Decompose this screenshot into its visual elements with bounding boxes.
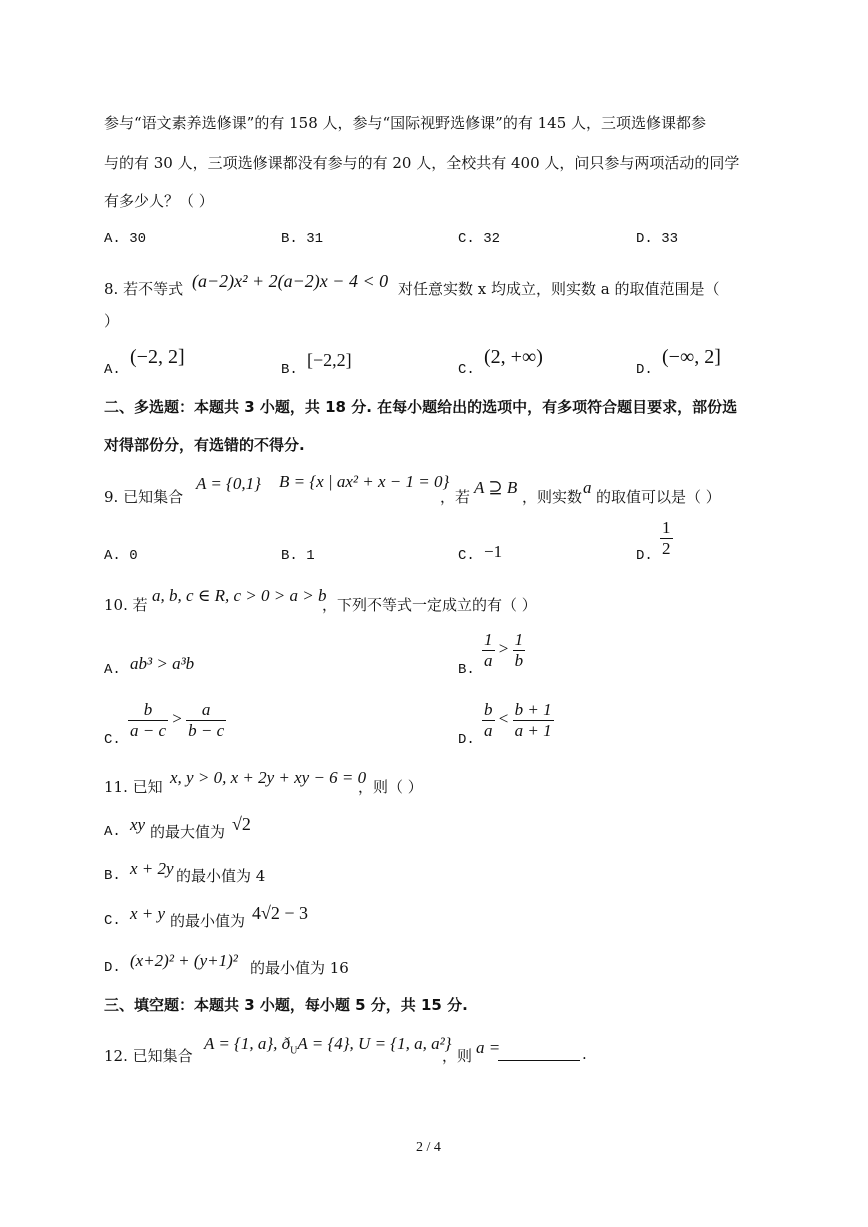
q12-formula [204,1034,452,1057]
q9-label-c: C. [458,548,475,564]
section3-heading: 三、填空题：本题共 3 小题，每小题 5 分，共 15 分. [104,996,468,1014]
q9-option-d-denominator: 2 [662,538,671,558]
q10-b-op: > [498,638,509,658]
q12-end: . [582,1045,587,1063]
q11-text: ，则（ ） [358,778,423,796]
page-number: 2 / 4 [416,1140,441,1155]
q11-label-a: A. [104,824,121,840]
section2-heading-line2: 对得部份分，有选错的不得分. [104,436,305,454]
q10-c-den2: b − c [188,720,225,740]
q11-text-a: 的最大值为 [150,823,226,841]
q10-c-num1: b [128,700,168,721]
q7-option-d: D. 33 [636,231,679,247]
q10-text: ，下列不等式一定成立的有（ ） [322,596,537,614]
q11-expr-a: xy [130,815,146,834]
q10-d-den2: a + 1 [514,720,552,740]
q7-line3: 有多少人？（ ） [104,192,214,210]
q10-condition: a, b, c ∈ R, c > 0 > a > b [152,586,327,605]
q9-option-d [660,518,673,558]
q8-option-c: (2, +∞) [484,346,543,368]
q10-option-a: ab³ > a³b [130,654,195,673]
q11-val-c: 4√2 − 3 [252,903,309,923]
q12-var: a = [476,1038,501,1057]
q9-option-d-numerator: 1 [662,518,671,537]
q11-text-c: 的最小值为 [170,912,246,930]
q7-option-b: B. 31 [281,231,324,247]
q11-label-d: D. [104,960,121,976]
q8-label-c: C. [458,362,475,378]
q10-label-d: D. [458,732,475,748]
q8-option-b: [−2,2] [307,350,352,370]
q11-val-a: √2 [232,814,251,834]
q7-line1: 参与“语文素养选修课”的有 158 人，参与“国际视野选修课”的有 145 人，三项选修课都参 [104,114,707,132]
q10-label-b: B. [458,662,475,678]
q7-option-c: C. 32 [458,231,501,247]
q7-option-a: A. 30 [104,231,147,247]
q11-expr-d: (x+2)² + (y+1)² [130,951,238,970]
q10-c-op: > [172,708,182,728]
q12-formula-part2: A = {4}, U = {1, a, a²} [297,1034,452,1053]
q9-number: 9. 已知集合 [104,488,184,506]
q10-b-num2: 1 [514,630,524,649]
q8-label-d: D. [636,362,653,378]
q10-label-c: C. [104,732,121,748]
q9-set-a: A = {0,1} [196,474,261,493]
q11-label-c: C. [104,913,121,929]
q11-number: 11. 已知 [104,778,163,796]
q10-number: 10. 若 [104,596,148,614]
q11-condition: x, y > 0, x + 2y + xy − 6 = 0 [170,768,367,787]
q9-text1: ，若 [440,488,471,506]
q9-label-d: D. [636,548,653,564]
q8-option-d: (−∞, 2] [662,346,721,368]
q10-d-num2: b + 1 [514,700,552,719]
q10-b-den1: a [484,650,493,670]
q8-label-b: B. [281,362,298,378]
q10-label-a: A. [104,662,121,678]
q11-label-b: B. [104,868,121,884]
q12-formula-part1: A = {1, a}, ð [204,1034,291,1053]
q10-option-c [128,700,226,740]
q7-line2: 与的有 30 人，三项选修课都没有参与的有 20 人，全校共有 400 人，问只参与两项活动的同学 [104,154,740,172]
q12-answer-blank[interactable] [498,1046,580,1061]
q10-d-den1: a [484,720,493,740]
q9-option-b: B. 1 [281,548,315,564]
q11-expr-b: x + 2y [130,859,174,878]
q10-c-den1: a − c [130,720,167,740]
section2-heading-line1: 二、多选题：本题共 3 小题，共 18 分. 在每小题给出的选项中，有多项符合题目要求，部份选 [104,398,738,416]
q9-set-b: B = {x | ax² + x − 1 = 0} [279,472,450,491]
q11-text-d: 的最小值为 16 [250,959,349,977]
q12-text: ，则 [442,1047,473,1065]
q10-d-num1: b [484,700,493,719]
q10-c-num2: a [186,700,226,721]
q9-option-c: −1 [484,542,503,561]
q8-close: ） [104,312,120,330]
q9-var: a [583,478,592,497]
q12-number: 12. 已知集合 [104,1047,193,1065]
q11-text-b: 的最小值为 4 [176,867,266,885]
q11-expr-c: x + y [130,904,166,923]
q8-number: 8. 若不等式 [104,280,184,298]
q10-d-op: < [498,708,509,728]
q12-formula-sub: U [290,1045,298,1057]
q10-option-d [482,700,554,740]
q10-b-num1: 1 [484,630,493,649]
q10-option-b [482,630,525,670]
q8-formula: (a−2)x² + 2(a−2)x − 4 < 0 [192,271,389,291]
q8-text: 对任意实数 x 均成立，则实数 a 的取值范围是（ [398,280,720,298]
q8-option-a: (−2, 2] [130,346,185,368]
q9-condition: A ⊇ B [474,478,518,497]
q9-option-a: A. 0 [104,548,138,564]
q8-label-a: A. [104,362,121,378]
q9-text3: 的取值可以是（ ） [596,488,721,506]
q9-text2: ，则实数 [522,488,583,506]
q10-b-den2: b [514,650,524,670]
